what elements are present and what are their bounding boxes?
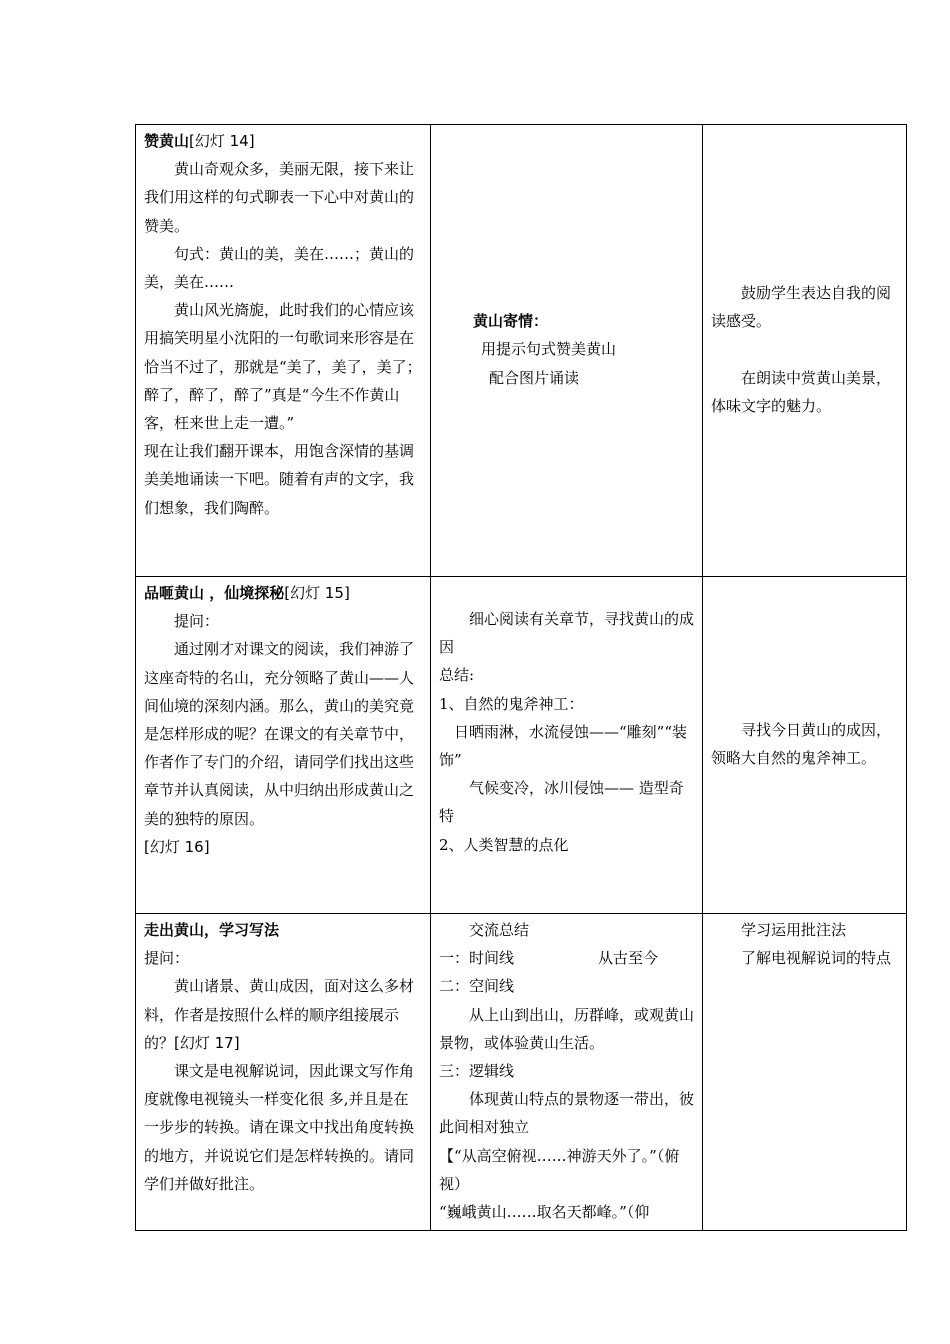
activity-line: 二：空间线	[439, 977, 515, 996]
intent-paragraph: 学习运用批注法	[741, 921, 847, 939]
design-intent-cell	[703, 125, 907, 577]
paragraph: 现在让我们翻开课本，用饱含深情的基调美美地诵读一下吧。随着有声的文字，我们想象，我们陶醉。	[144, 442, 415, 517]
paragraph: 黄山风光旖旎，此时我们的心情应该用搞笑明星小沈阳的一句歌词来形容是在恰当不过了，那就是“美了，美了，美了；醉了，醉了，醉了”真是“今生不作黄山客，枉来世上走一遭。”	[144, 301, 422, 433]
design-intent-cell	[703, 577, 907, 914]
section-heading: 赞黄山[幻灯 14]	[144, 132, 255, 150]
table-row	[136, 914, 907, 1231]
intent-paragraph: 寻找今日黄山的成因，领略大自然的鬼斧神工。	[711, 720, 892, 767]
activity-line: 细心阅读有关章节，寻找黄山的成因	[439, 610, 695, 657]
design-intent-cell	[703, 914, 907, 1231]
activity-line: “巍峨黄山……取名天都峰。”（仰	[439, 1203, 650, 1222]
paragraph: 通过刚才对课文的阅读，我们神游了这座奇特的名山，充分领略了黄山——人间仙境的深刻内涵。那么，黄山的美究竟是怎样形成的呢？在课文的有关章节中，作者作了专门的介绍，请同学们找出这些章节并认真阅读，从中归纳出形成黄山之美的独特的原因。	[144, 640, 415, 828]
student-activity-cell	[431, 125, 703, 577]
activity-heading: 黄山寄情：	[473, 312, 549, 331]
activity-line: 气候变冷，冰川侵蚀—— 造型奇特	[439, 779, 684, 826]
intent-paragraph: 在朗读中赏黄山美景，体味文字的魅力。	[711, 368, 892, 415]
table-row	[136, 577, 907, 914]
activity-line: 1、自然的鬼斧神工：	[439, 694, 584, 713]
student-activity-cell	[431, 914, 703, 1231]
activity-line: 交流总结	[469, 921, 530, 939]
paragraph: 黄山诸景、黄山成因，面对这么多材料，作者是按照什么样的顺序组接展示的？[幻灯 17]	[144, 977, 415, 1052]
activity-line: 【“从高空俯视……神游天外了。”（俯视）	[439, 1146, 680, 1193]
teaching-content-cell	[136, 125, 431, 577]
activity-line: 日晒雨淋，水流侵蚀——“雕刻”“装饰”	[439, 722, 688, 770]
teaching-content-cell	[136, 577, 431, 914]
activity-line: 一：时间线 从古至今	[439, 949, 659, 968]
lesson-plan-table	[135, 124, 907, 1231]
intent-paragraph: 鼓励学生表达自我的阅读感受。	[711, 284, 892, 331]
activity-line: 三：逻辑线	[439, 1062, 515, 1081]
teaching-content-cell	[136, 914, 431, 1231]
paragraph: 课文是电视解说词，因此课文写作角度就像电视镜头一样变化很 多,并且是在一步步的转换。请在课文中找出角度转换的地方，并说说它们是怎样转换的。请同学们并做好批注。	[144, 1062, 415, 1193]
activity-line: 用提示句式赞美黄山	[481, 340, 617, 359]
paragraph: 句式：黄山的美，美在……；黄山的美，美在……	[144, 244, 415, 292]
table-row	[136, 125, 907, 577]
activity-line: 配合图片诵读	[489, 368, 580, 387]
section-heading: 品咂黄山 ，仙境探秘[幻灯 15]	[144, 584, 350, 602]
student-activity-cell	[431, 577, 703, 914]
slide-note: [幻灯 16]	[144, 837, 210, 856]
activity-line: 从上山到出山，历群峰，或观黄山景物，或体验黄山生活。	[439, 1005, 695, 1052]
activity-line: 体现黄山特点的景物逐一带出，彼此间相对独立	[439, 1090, 695, 1137]
activity-line: 2、人类智慧的点化	[439, 835, 569, 854]
intent-paragraph: 了解电视解说词的特点	[741, 949, 892, 968]
paragraph: 提问：	[174, 612, 220, 631]
paragraph: 提问：	[144, 949, 190, 968]
paragraph: 黄山奇观众多，美丽无限，接下来让我们用这样的句式聊表一下心中对黄山的赞美。	[144, 160, 415, 235]
section-heading: 走出黄山，学习写法	[144, 921, 280, 939]
activity-line: 总结:	[439, 666, 475, 685]
